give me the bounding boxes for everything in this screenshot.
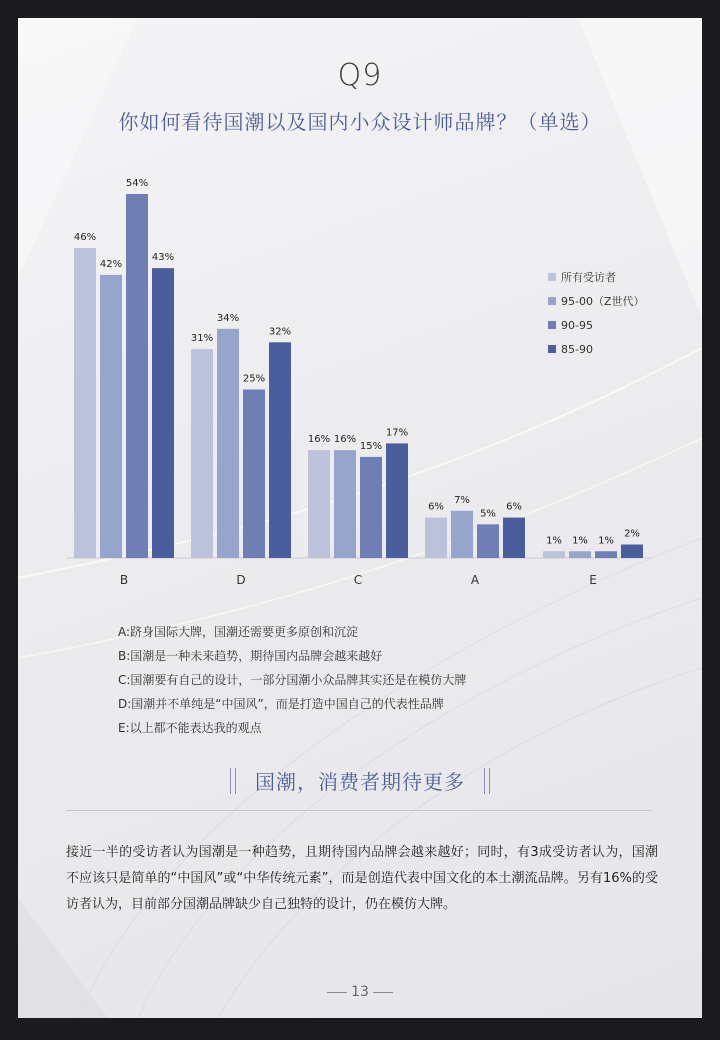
data-label: 31% xyxy=(190,333,214,345)
data-label: 15% xyxy=(359,440,383,452)
legend-swatch xyxy=(548,321,556,329)
data-label: 16% xyxy=(307,434,331,446)
bar-B-0 xyxy=(74,248,96,558)
bar-chart xyxy=(18,18,702,618)
data-label: 54% xyxy=(125,178,149,189)
divider xyxy=(66,810,652,811)
heading-right-bars xyxy=(484,768,490,794)
bar-C-1 xyxy=(334,450,356,558)
legend-label: 90-95 xyxy=(561,319,593,332)
heading-left-bars xyxy=(230,768,236,794)
bar-C-2 xyxy=(360,457,382,558)
data-label: 43% xyxy=(151,252,175,264)
bar-C-0 xyxy=(308,450,330,558)
data-label: 6% xyxy=(428,501,444,513)
data-label: 42% xyxy=(99,258,123,270)
section-title: 国潮，消费者期待更多 xyxy=(255,770,465,794)
category-label: D xyxy=(236,573,246,587)
bar-D-1 xyxy=(217,329,239,558)
bar-E-3 xyxy=(621,545,643,558)
data-label: 16% xyxy=(333,434,357,446)
bar-E-0 xyxy=(543,551,565,558)
bar-A-2 xyxy=(477,524,499,558)
bar-B-3 xyxy=(152,268,174,558)
data-label: 46% xyxy=(73,231,97,243)
data-label: 5% xyxy=(480,508,496,520)
bar-D-2 xyxy=(243,389,265,558)
question-title: 你如何看待国潮以及国内小众设计师品牌？（单选） xyxy=(118,110,602,134)
legend-swatch xyxy=(548,297,556,305)
category-label: A xyxy=(470,573,480,587)
note-a: A:跻身国际大牌，国潮还需要更多原创和沉淀 xyxy=(118,625,359,639)
section-body: 接近一半的受访者认为国潮是一种趋势，且期待国内品牌会越来越好；同时，有3成受访者认为，国潮不应该只是简单的“中国风”或“中华传统元素”，而是创造代表中国文化的本土潮流品牌。另有16%的受访者认为，目前部分国潮品牌缺少自己独特的设计，仍在模仿大牌。 xyxy=(66,845,658,912)
legend-swatch xyxy=(548,345,556,353)
page-number-text: 13 xyxy=(351,984,369,1000)
bar-B-1 xyxy=(100,275,122,558)
section-heading xyxy=(18,766,702,795)
data-label: 17% xyxy=(385,427,409,439)
category-label: E xyxy=(589,573,597,587)
data-label: 2% xyxy=(624,528,640,540)
page-number xyxy=(18,984,702,1000)
note-b: B:国潮是一种未来趋势，期待国内品牌会越来越好 xyxy=(118,649,383,663)
question-number: Q9 xyxy=(337,58,383,93)
legend-label: 95-00（Z世代） xyxy=(561,295,645,308)
category-label: B xyxy=(119,573,129,587)
legend-swatch xyxy=(548,273,556,281)
data-label: 7% xyxy=(454,494,470,506)
note-c: C:国潮要有自己的设计，一部分国潮小众品牌其实还是在模仿大牌 xyxy=(118,673,467,687)
note-d: D:国潮并不单纯是“中国风”，而是打造中国自己的代表性品牌 xyxy=(118,697,444,711)
data-label: 6% xyxy=(506,501,522,513)
data-label: 1% xyxy=(546,535,562,547)
data-label: 34% xyxy=(216,312,240,324)
option-notes xyxy=(118,620,466,740)
bar-E-1 xyxy=(569,551,591,558)
data-label: 32% xyxy=(268,326,292,338)
note-e: E:以上都不能表达我的观点 xyxy=(118,721,262,735)
report-page xyxy=(18,18,702,1018)
data-label: 1% xyxy=(598,535,614,547)
bar-B-2 xyxy=(126,194,148,558)
bar-A-1 xyxy=(451,511,473,558)
bar-D-0 xyxy=(191,349,213,558)
legend-label: 所有受访者 xyxy=(561,271,616,284)
bar-A-3 xyxy=(503,518,525,558)
legend-label: 85-90 xyxy=(561,343,593,356)
bar-A-0 xyxy=(425,518,447,558)
bar-E-2 xyxy=(595,551,617,558)
category-label: C xyxy=(353,573,363,587)
data-label: 25% xyxy=(242,373,266,385)
bar-D-3 xyxy=(269,342,291,558)
bar-C-3 xyxy=(386,443,408,558)
data-label: 1% xyxy=(572,535,588,547)
